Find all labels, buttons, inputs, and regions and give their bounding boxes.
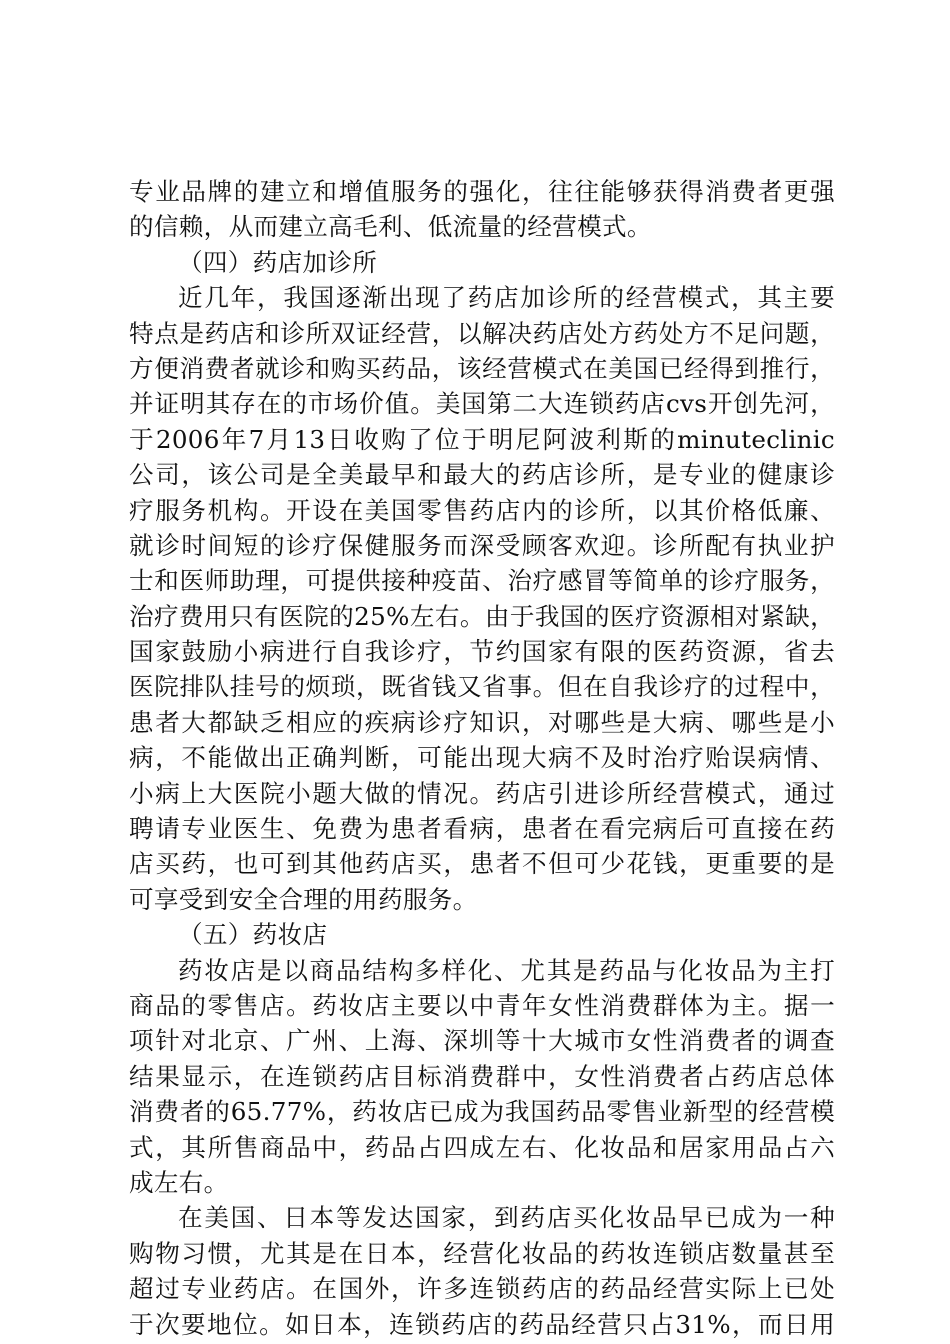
text-line: 国家鼓励小病进行自我诊疗，节约国家有限的医药资源，省去 (129, 637, 835, 667)
section-heading: （五）药妆店 (178, 920, 328, 950)
text-line: 超过专业药店。在国外，许多连锁药店的药品经营实际上已处 (129, 1274, 835, 1304)
text-line: 特点是药店和诊所双证经营，以解决药店处方药处方不足问题， (129, 318, 835, 348)
text-line: 店买药，也可到其他药店买，患者不但可少花钱，更重要的是 (129, 849, 835, 879)
paragraph-first-line: 在美国、日本等发达国家，到药店买化妆品早已成为一种 (178, 1203, 835, 1233)
text-line: 式，其所售商品中，药品占四成左右、化妆品和居家用品占六 (129, 1132, 835, 1162)
text-line: 医院排队挂号的烦琐，既省钱又省事。但在自我诊疗的过程中， (129, 672, 835, 702)
text-line: 的信赖，从而建立高毛利、低流量的经营模式。 (129, 212, 652, 242)
text-line: 治疗费用只有医院的25%左右。由于我国的医疗资源相对紧缺， (129, 601, 835, 631)
body-text (129, 174, 835, 1342)
text-line: 公司，该公司是全美最早和最大的药店诊所，是专业的健康诊 (129, 460, 835, 490)
text-line: 士和医师助理，可提供接种疫苗、治疗感冒等简单的诊疗服务， (129, 566, 835, 596)
text-line: 小病上大医院小题大做的情况。药店引进诊所经营模式，通过 (129, 778, 835, 808)
text-line: 消费者的65.77%，药妆店已成为我国药品零售业新型的经营模 (129, 1097, 835, 1127)
text-line: 购物习惯，尤其是在日本，经营化妆品的药妆连锁店数量甚至 (129, 1238, 835, 1268)
text-line: 于2006年7月13日收购了位于明尼阿波利斯的minuteclinic (129, 424, 835, 454)
text-line: 方便消费者就诊和购买药品，该经营模式在美国已经得到推行， (129, 353, 835, 383)
text-line: 并证明其存在的市场价值。美国第二大连锁药店cvs开创先河， (129, 389, 835, 419)
text-line: 患者大都缺乏相应的疾病诊疗知识，对哪些是大病、哪些是小 (129, 707, 835, 737)
text-line: 于次要地位。如日本，连锁药店的药品经营只占31%，而日用 (129, 1309, 835, 1339)
text-line: 商品的零售店。药妆店主要以中青年女性消费群体为主。据一 (129, 990, 835, 1020)
text-line: 结果显示，在连锁药店目标消费群中，女性消费者占药店总体 (129, 1061, 835, 1091)
text-line: 疗服务机构。开设在美国零售药店内的诊所，以其价格低廉、 (129, 495, 835, 525)
text-line: 专业品牌的建立和增值服务的强化，往往能够获得消费者更强 (129, 177, 835, 206)
text-line: 就诊时间短的诊疗保健服务而深受顾客欢迎。诊所配有执业护 (129, 530, 835, 560)
text-line: 成左右。 (129, 1167, 229, 1197)
section-heading: （四）药店加诊所 (178, 247, 378, 277)
paragraph-first-line: 近几年，我国逐渐出现了药店加诊所的经营模式，其主要 (178, 283, 835, 313)
text-line: 病，不能做出正确判断，可能出现大病不及时治疗贻误病情、 (129, 743, 835, 773)
paragraph-first-line: 药妆店是以商品结构多样化、尤其是药品与化妆品为主打 (178, 955, 835, 985)
text-line: 可享受到安全合理的用药服务。 (129, 884, 478, 914)
text-line: 项针对北京、广州、上海、深圳等十大城市女性消费者的调查 (129, 1026, 835, 1056)
text-line: 聘请专业医生、免费为患者看病，患者在看完病后可直接在药 (129, 814, 835, 844)
